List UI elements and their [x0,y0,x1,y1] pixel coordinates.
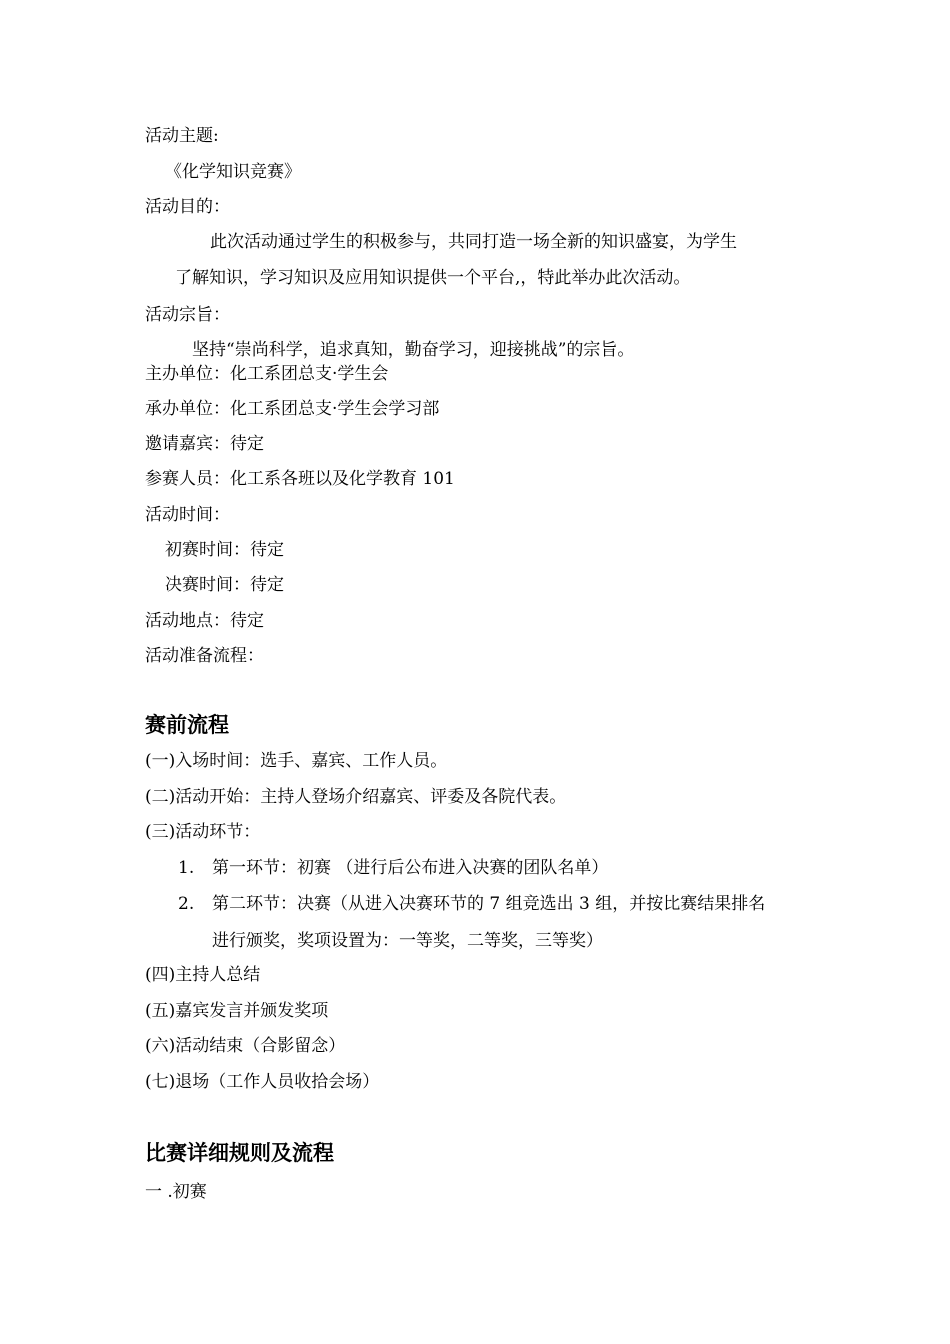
participants: 参赛人员：化工系各班以及化学教育 101 [145,469,455,489]
list-item: (三)活动环节： [145,822,261,842]
final-time: 决赛时间：待定 [165,575,284,595]
sub-item-continuation: 进行颁奖，奖项设置为：一等奖，二等奖，三等奖） [212,931,603,951]
list-item: (一)入场时间：选手、嘉宾、工作人员。 [145,751,448,771]
location: 活动地点：待定 [145,611,264,631]
sub-item-text: 第二环节：决赛（从进入决赛环节的 7 组竞选出 3 组，并按比赛结果排名 [212,894,766,914]
theme-value: 《化学知识竞赛》 [165,162,301,182]
sub-list-item [178,856,608,880]
list-item: (七)退场（工作人员收拾会场） [145,1072,380,1092]
heading-rules: 比赛详细规则及流程 [145,1141,334,1165]
purpose-label: 活动目的： [145,197,230,217]
prelim-time: 初赛时间：待定 [165,540,284,560]
sub-item-text: 第一环节：初赛 （进行后公布进入决赛的团队名单） [212,858,609,878]
prep-label: 活动准备流程： [145,646,264,666]
host-unit: 主办单位：化工系团总支·学生会 [145,364,389,384]
list-item: (六)活动结束（合影留念） [145,1036,346,1056]
tenet-value: 坚持“崇尚科学，追求真知，勤奋学习，迎接挑战”的宗旨。 [192,340,635,360]
organizer-unit: 承办单位：化工系团总支·学生会学习部 [145,399,440,419]
theme-label: 活动主题: [145,126,219,146]
sub-item-number: 2. [178,894,195,914]
list-item: (二)活动开始：主持人登场介绍嘉宾、评委及各院代表。 [145,787,567,807]
heading-pre-match: 赛前流程 [145,713,229,737]
list-item: (四)主持人总结 [145,965,261,985]
rules-first-section: 一 .初赛 [145,1182,207,1202]
sub-list-item [178,892,765,916]
sub-item-number: 1. [178,858,195,878]
list-item: (五)嘉宾发言并颁发奖项 [145,1001,329,1021]
purpose-text-line2: 了解知识，学习知识及应用知识提供一个平台,，特此举办此次活动。 [175,268,691,288]
tenet-label: 活动宗旨： [145,305,230,325]
purpose-text-line1: 此次活动通过学生的积极参与，共同打造一场全新的知识盛宴，为学生 [210,232,737,252]
invited-guests: 邀请嘉宾：待定 [145,434,264,454]
time-label: 活动时间： [145,505,230,525]
